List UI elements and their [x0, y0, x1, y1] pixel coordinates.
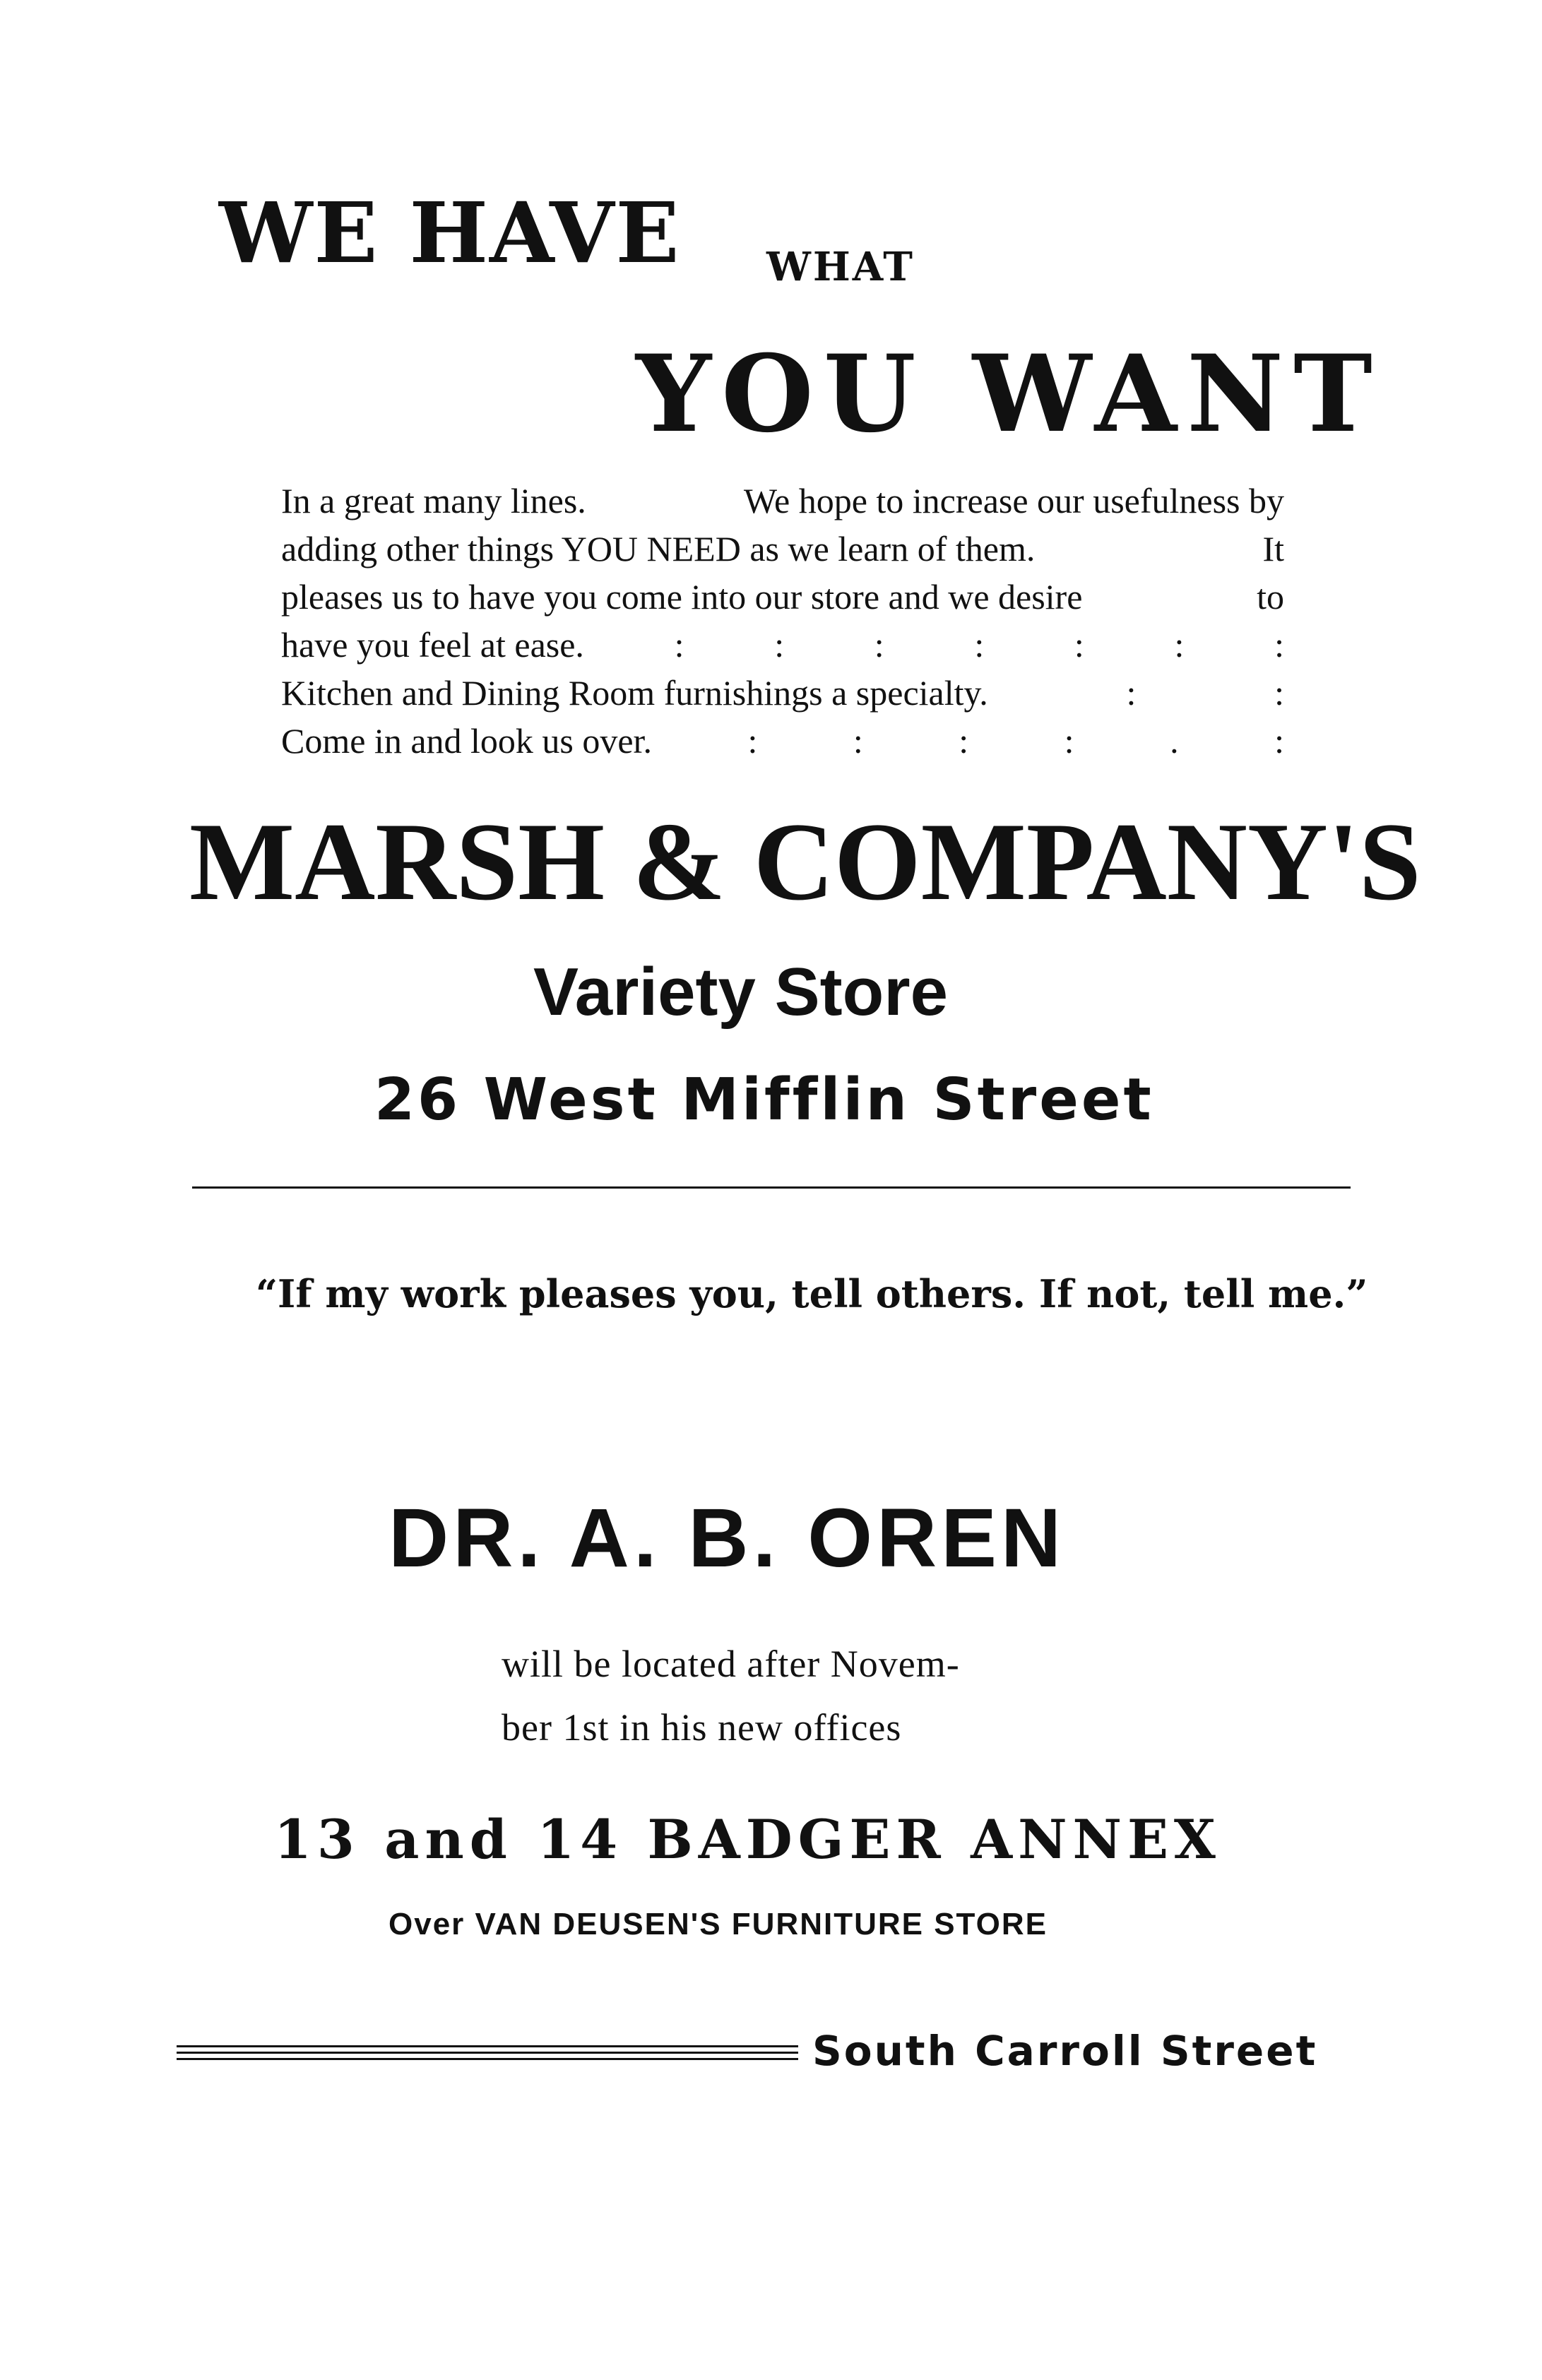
- body-text-segment: :: [959, 721, 969, 761]
- headline-what: WHAT: [766, 244, 915, 290]
- body-text-segment: Come in and look us over.: [281, 721, 652, 761]
- body-text-segment: :: [1274, 721, 1284, 761]
- body-text-segment: :: [747, 721, 758, 761]
- doctor-name: DR. A. B. OREN: [389, 1492, 1066, 1585]
- store-name: MARSH & COMPANY'S: [189, 800, 1421, 924]
- headline-we-have: WE HAVE: [219, 184, 681, 282]
- body-text-segment: :: [974, 625, 985, 665]
- body-line: [281, 624, 1284, 665]
- location-line-1: will be located after Novem-: [502, 1643, 960, 1685]
- body-text-segment: have you feel at ease.: [281, 625, 584, 665]
- location-line-2: ber 1st in his new offices: [502, 1706, 902, 1749]
- body-text-segment: :: [874, 625, 884, 665]
- body-text-segment: It: [1262, 529, 1284, 569]
- body-line: [281, 480, 1284, 521]
- headline-you-want: YOU WANT: [636, 332, 1382, 456]
- body-text-segment: Kitchen and Dining Room furnishings a specialty.: [281, 673, 988, 713]
- body-line: [281, 528, 1284, 569]
- body-text-segment: :: [674, 625, 684, 665]
- double-rule-top: [177, 2045, 798, 2047]
- body-text-segment: In a great many lines.: [281, 481, 586, 520]
- double-rule-middle: [177, 2052, 798, 2054]
- store-type: Variety Store: [533, 954, 948, 1030]
- store-address: 26 West Mifflin Street: [374, 1066, 1154, 1134]
- body-text-segment: .: [1170, 721, 1179, 761]
- body-text-segment: adding other things YOU NEED as we learn of them.: [281, 529, 1036, 569]
- motto-quote: “If my work pleases you, tell others. If not, tell me.”: [256, 1271, 1368, 1316]
- body-line: [281, 672, 1284, 713]
- body-text-segment: :: [1174, 625, 1185, 665]
- street-name: South Carroll Street: [812, 2027, 1318, 2075]
- body-line: [281, 576, 1284, 617]
- body-text-segment: :: [1074, 625, 1084, 665]
- body-text-segment: :: [1274, 673, 1284, 713]
- body-text-segment: :: [1274, 625, 1284, 665]
- double-rule-bottom: [177, 2058, 798, 2060]
- body-text-segment: :: [853, 721, 863, 761]
- body-text-segment: to: [1257, 577, 1284, 617]
- divider-rule: [192, 1186, 1351, 1189]
- body-text-segment: :: [1126, 673, 1137, 713]
- body-text-segment: pleases us to have you come into our store and we desire: [281, 577, 1083, 617]
- body-text-segment: We hope to increase our usefulness by: [743, 481, 1284, 520]
- office-address: 13 and 14 BADGER ANNEX: [274, 1808, 1221, 1871]
- furniture-store-note: Over VAN DEUSEN'S FURNITURE STORE: [389, 1907, 1048, 1941]
- body-text-segment: :: [774, 625, 785, 665]
- body-text-segment: :: [1064, 721, 1074, 761]
- body-line: [281, 720, 1284, 761]
